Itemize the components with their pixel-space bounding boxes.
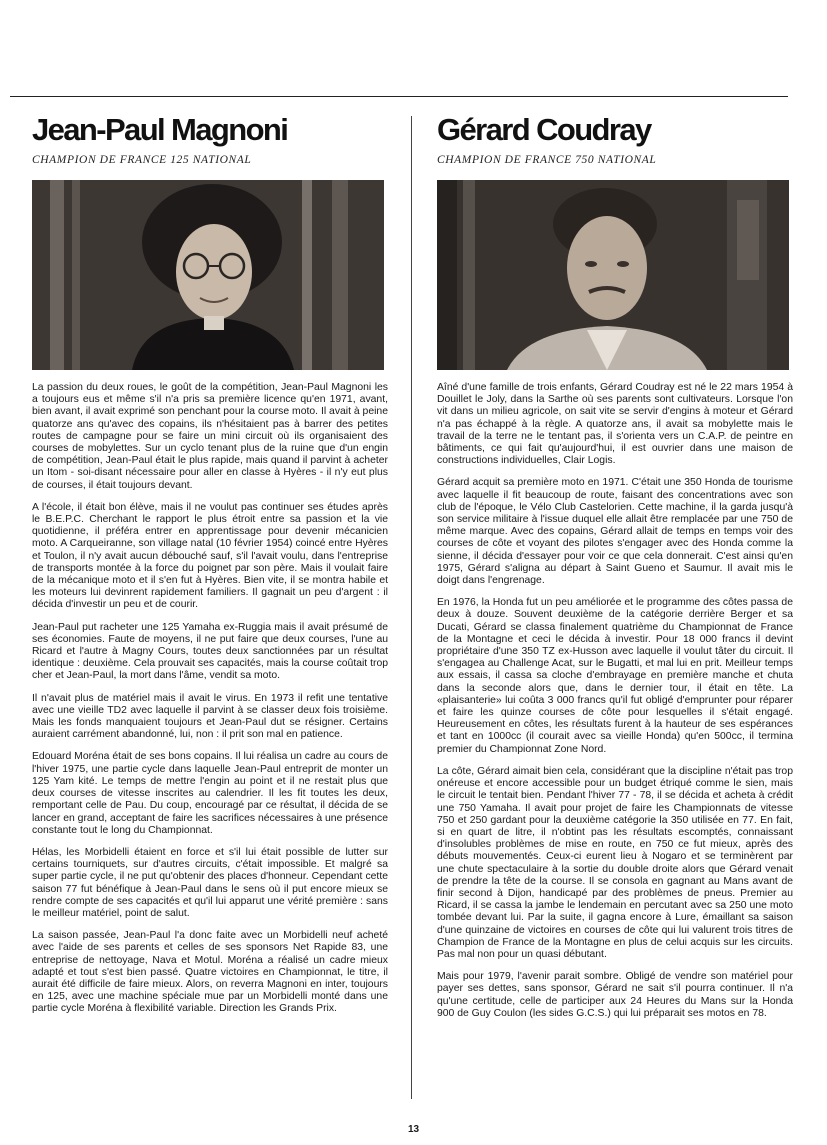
portrait-photo-coudray: [437, 180, 789, 370]
paragraph: La côte, Gérard aimait bien cela, considérant que la discipline n'était pas trop onéreuse et encore accessible pour un budget étriqué comme le sien, mais le circuit le tentait bien. Pendant l'hiver 77 - 78, il se décida et acheta à crédit une 750 Yamaha. Il avait pour projet de faire les Championnats de vitesse 750 et 250 gardant pour la deuxième catégorie la 350 utilisée en 77. En fait, si en quart de litre, il n'obtint pas les résultats escomptés, connaissant d'insolubles problèmes de mise en route, en 750 ce fut mieux, après des débuts mouvementés. Ceux-ci eurent lieu à Nogaro et se terminèrent par une chute spectaculaire à la sortie du double droite alors que Gérard venait de prendre la tête de la course. Il se consola en gagnant au Mans avant de finir second à Dijon, handicapé par des problèmes de pneus. Premier au Ricard, il se cassa la jambe le lendemain en percutant avec sa 250 une moto tombée devant lui. Par la suite, il gagna encore à Lure, émaillant sa saison d'une quinzaine de victoires en courses de côte qui lui valurent trois titres de Champion de France de la Montagne en plus de celui acquis sur les circuits. Pas mal non pour un quasi débutant.: [437, 765, 793, 960]
paragraph: La saison passée, Jean-Paul l'a donc faite avec un Morbidelli neuf acheté avec l'aide de ses parents et celles de ses sponsors Net Rapide 83, une entreprise de nettoyage, Nava et Motul. Moréna a réalisé un cadre mieux adapté et tout s'est bien passé. Quatre victoires en Championnat, le titre, il aurait été difficile de faire mieux. Alors, on reverra Magnoni en inter, toujours en 125, avec une machine spéciale mue par un Morbidelli monté dans une partie cycle Moréna à flexibilité variable. Direction les Grands Prix.: [32, 930, 388, 1015]
paragraph: En 1976, la Honda fut un peu améliorée et le programme des côtes passa de deux à douze. Souvent deuxième de la catégorie derrière Berger et sa Ducati, Gérard se classa finalement quatrième du Championnat de France de la Montagne et ceci le décida à investir. Pour 18 000 francs il devint propriétaire d'une 350 TZ ex-Husson avec laquelle il voulut tâter du circuit. Il s'engagea au Challenge Acat, sur le Bugatti, et mal lui en prit. Meilleur temps aux essais, il cassa sa cloche d'embrayage en première manche et chuta dans la seconde alors que, dans le dernier tour, il était en tête. La «plaisanterie» lui coûta 3 000 francs qu'il fut obligé d'emprunter pour réparer et faire les quinze courses de côte pour lesquelles il s'était engagé. Heureusement en côtes, les résultats furent à la hauteur de ses espérances et tant en 1000cc (il courait avec sa vieille Honda) qu'en 500cc, il termina premier du Championnat Zone Nord.: [437, 597, 793, 755]
article-title: Gérard Coudray: [437, 112, 651, 147]
paragraph: Aîné d'une famille de trois enfants, Gérard Coudray est né le 22 mars 1954 à Douillet le Joly, dans la Sarthe où ses parents sont cultivateurs. Lorsque l'on vit dans un milieu agricole, on sait vite se servir d'engins à moteur et Gérard n'a pas échappé à la règle. A quatorze ans, il avait sa mobylette mais le travail de la terre ne le tentant pas, il s'orienta vers un C.A.P. de peintre en bâtiments, ce qui fait qu'aujourd'hui, il est ouvrier dans une maison de constructions individuelles, Clair Logis.: [437, 382, 793, 467]
paragraph: Hélas, les Morbidelli étaient en force et s'il lui était possible de lutter sur certains tourniquets, sur d'autres circuits, c'était impossible. Et malgré sa super partie cycle, il ne put qu'obtenir des places d'honneur. Cependant cette saison 77 fut bénéfique à Jean-Paul dans le sens où il put encore mieux se rendre compte de ses capacités et qu'il lui apparut une vérité première : sans le meilleur matériel, point de salut.: [32, 846, 388, 919]
article-subtitle: CHAMPION DE FRANCE 125 NATIONAL: [32, 154, 252, 166]
paragraph: Edouard Moréna était de ses bons copains. Il lui réalisa un cadre au cours de l'hiver 1975, une partie cycle dans laquelle Jean-Paul entreprit de monter un 125 Yam kité. Le temps de mettre l'engin au point et il ne restait plus que deux courses de vitesse inscrites au calendrier. Il les fit toutes les deux, remportant celle de Pau. Du coup, encouragé par ce résultat, il décida de se lancer en grand, acceptant de faire les sacrifices nécessaires à une présence constante tout le long du Championnat.: [32, 751, 388, 836]
column-divider: [411, 116, 412, 1099]
article-coudray: [437, 100, 793, 1030]
paragraph: Mais pour 1979, l'avenir parait sombre. Obligé de vendre son matériel pour payer ses dettes, sans sponsor, Gérard ne sait s'il pourra continuer. Il n'a qu'une certitude, celle de participer aux 24 Heures du Mans sur la Honda 900 de Guy Coulon (les sides G.C.S.) qui lui préparait ses motos en 78.: [437, 971, 793, 1019]
article-body: [437, 382, 793, 1020]
portrait-photo-magnoni: [32, 180, 384, 370]
article-magnoni: [32, 100, 388, 1026]
paragraph: A l'école, il était bon élève, mais il ne voulut pas continuer ses études après le B.E.P.C. Cherchant le rapport le plus étroit entre sa passion et la vie quotidienne, il préféra entrer en apprentissage pour devenir mécanicien moto. A Carqueiranne, son village natal (10 février 1954) coincé entre Hyères et Toulon, il n'y avait aucun débouché sauf, s'il l'avait voulu, dans l'entreprise de transports montée à la force du poignet par son père. Mais il voulait faire de la mécanique moto et il s'en fut à Hyères. Bien vite, il se montra habile et les moteurs lui devinrent rapidement familiers. Il gagnait un peu d'argent : il décida d'investir un peu et de courir.: [32, 501, 388, 611]
paragraph: La passion du deux roues, le goût de la compétition, Jean-Paul Magnoni les a toujours eus et même s'il n'a pris sa première licence qu'en 1971, avant, bien avant, il avait exprimé son penchant pour la course moto. Il avait à peine quatorze ans qu'avec des copains, ils n'hésitaient pas à barrer des petites routes de campagne pour se faire un mini circuit où ils organisaient des courses de mobylettes. Sur un cyclo tenant plus de la ruine que d'un engin de compétition, Jean-Paul était le plus rapide, mais quand il parvint à acheter un Itom - soi-disant nécessaire pour aller en classe à Hyères - il n'y eut plus de courses, il était toujours devant.: [32, 382, 388, 491]
paragraph: Jean-Paul put racheter une 125 Yamaha ex-Ruggia mais il avait présumé de ses économies. Faute de moyens, il ne put faire que deux courses, l'une au Ricard et l'autre à Magny Cours, toutes deux sanctionnées par un résultat identique : deuxième. Cela prouvait ses capacités, mais la course coûtait trop cher et Jean-Paul, la mort dans l'âme, vendit sa moto.: [32, 621, 388, 682]
page-number: 13: [407, 1124, 420, 1135]
paragraph: Gérard acquit sa première moto en 1971. C'était une 350 Honda de tourisme avec laquelle il fit beaucoup de route, faisant des concentrations avec son club de l'époque, le Vélo Club Castelorien. Cette machine, il la garda jusqu'à son service militaire à l'issue duquel elle allait être remplacée par une 750 de même marque. Avec des copains, Gérard allait de temps en temps voir des courses de côte et voyant des pilotes s'engager avec des Honda comme la sienne, il décida d'essayer pour voir ce que cela donnerait. C'est ainsi qu'en 1975, Gérard s'aligna au départ à Saint Gueno et Saumur. Il avait mis le doigt dans l'engrenage.: [437, 477, 793, 587]
article-subtitle: CHAMPION DE FRANCE 750 NATIONAL: [437, 154, 657, 166]
top-rule: [10, 96, 788, 97]
paragraph: Il n'avait plus de matériel mais il avait le virus. En 1973 il refit une tentative avec une vieille TD2 avec laquelle il parvint à se classer deux fois troisième. Mais les fonds manquaient toujours et Jean-Paul dut se résigner. Certains auraient carrément abandonné, lui, non : il prit son mal en patience.: [32, 692, 388, 741]
article-body: [32, 382, 388, 1016]
article-title: Jean-Paul Magnoni: [32, 112, 288, 147]
